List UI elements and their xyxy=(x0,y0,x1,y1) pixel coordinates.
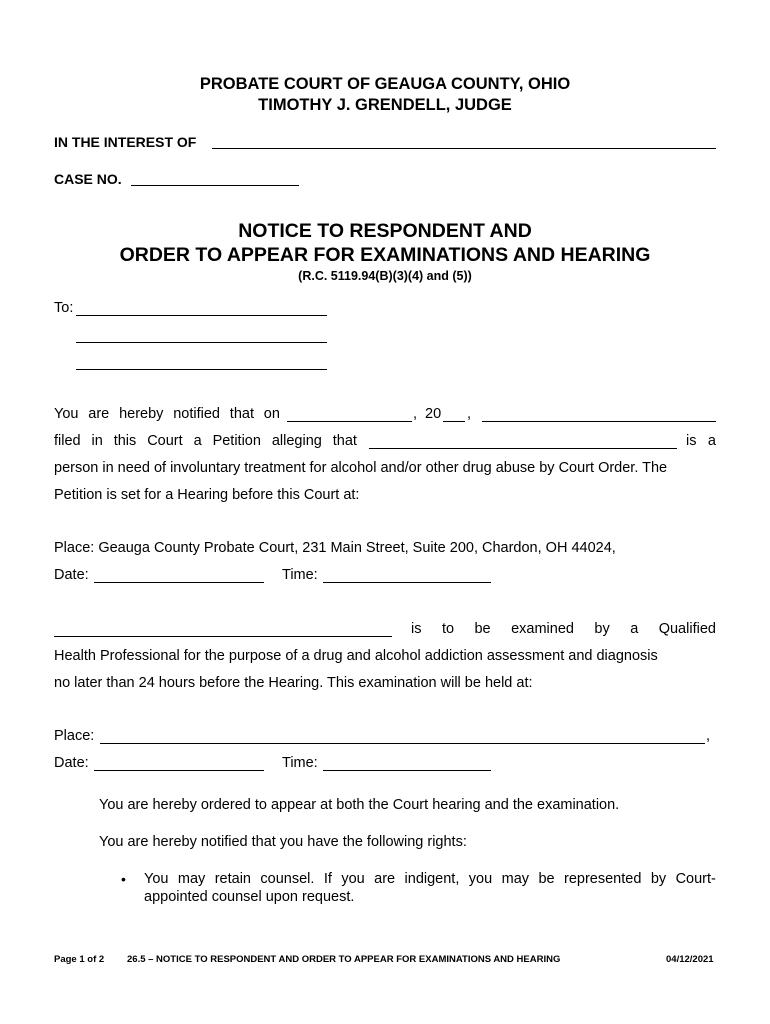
notice-word: You xyxy=(54,406,79,422)
hearing-date-label: Date: xyxy=(54,567,89,583)
exam-word: a xyxy=(630,621,639,637)
notice-word: that xyxy=(229,406,254,422)
right-word: Court- xyxy=(675,871,716,887)
exam-word: Qualified xyxy=(658,621,716,637)
court-name: PROBATE COURT OF GEAUGA COUNTY, OHIO xyxy=(199,75,571,93)
exam-time-label: Time: xyxy=(282,755,318,771)
respondent-address-field-2[interactable] xyxy=(76,369,327,370)
respondent-name-field[interactable] xyxy=(76,315,327,316)
respondent-alleged-field[interactable] xyxy=(369,448,677,449)
exam-word: to xyxy=(441,621,455,637)
hearing-place: Place: Geauga County Probate Court, 231 Main Street, Suite 200, Chardon, OH 44024, xyxy=(54,540,616,556)
filing-year-comma: , xyxy=(467,406,472,422)
exam-word: by xyxy=(594,621,610,637)
notice-word: a xyxy=(707,433,716,449)
notice-word: filed xyxy=(54,433,81,449)
petitioner-name-field[interactable] xyxy=(482,421,716,422)
order-text: You are hereby ordered to appear at both the Court hearing and the examination. xyxy=(99,797,620,813)
right-word: indigent, xyxy=(404,871,460,887)
hearing-date-field[interactable] xyxy=(94,582,264,583)
case-number-field[interactable] xyxy=(131,185,299,186)
hearing-time-field[interactable] xyxy=(323,582,491,583)
hearing-time-label: Time: xyxy=(282,567,318,583)
notice-word: that xyxy=(332,433,357,449)
interest-name-field[interactable] xyxy=(212,148,716,149)
right-1-line1 xyxy=(144,871,716,887)
exam-line2: Health Professional for the purpose of a drug and alcohol addiction assessment and diagnosis xyxy=(54,648,658,664)
filing-date-comma: , xyxy=(413,406,418,422)
notice-line4: Petition is set for a Hearing before this Court at: xyxy=(54,487,360,503)
notice-word: in xyxy=(91,433,103,449)
case-label: CASE NO. xyxy=(54,171,122,187)
right-word: counsel. xyxy=(260,871,315,887)
notice-word: Court xyxy=(147,433,183,449)
exam-place-comma: , xyxy=(706,728,711,744)
right-word: may xyxy=(177,871,206,887)
filing-year-prefix: 20 xyxy=(425,406,442,422)
right-word: represented xyxy=(564,871,642,887)
exam-word: is xyxy=(411,621,422,637)
statute-reference: (R.C. 5119.94(B)(3)(4) and (5)) xyxy=(298,269,472,283)
exam-place-field[interactable] xyxy=(100,743,705,744)
exam-time-field[interactable] xyxy=(323,770,491,771)
notice-word: Petition xyxy=(212,433,261,449)
notice-word: is xyxy=(686,433,697,449)
right-word: are xyxy=(374,871,396,887)
right-word: You xyxy=(144,871,169,887)
filing-date-field[interactable] xyxy=(287,421,412,422)
right-1-line2: appointed counsel upon request. xyxy=(144,889,355,905)
notice-word: this xyxy=(113,433,137,449)
filing-year-field[interactable] xyxy=(443,421,465,422)
to-label: To: xyxy=(54,300,74,316)
footer-form-title: 26.5 – NOTICE TO RESPONDENT AND ORDER TO APPEAR FOR EXAMINATIONS AND HEARING xyxy=(127,954,561,965)
notice-word: hereby xyxy=(119,406,164,422)
exam-place-label: Place: xyxy=(54,728,95,744)
notice-word: on xyxy=(263,406,280,422)
right-word: may xyxy=(501,871,530,887)
interest-label: IN THE INTEREST OF xyxy=(54,134,197,150)
rights-intro: You are hereby notified that you have the following rights: xyxy=(99,834,467,850)
exam-word: examined xyxy=(511,621,574,637)
notice-words-line2-left xyxy=(54,433,357,449)
right-word: by xyxy=(650,871,667,887)
judge-name: TIMOTHY J. GRENDELL, JUDGE xyxy=(258,96,512,114)
right-word: retain xyxy=(214,871,251,887)
exam-line3: no later than 24 hours before the Hearing. This examination will be held at: xyxy=(54,675,533,691)
notice-word: a xyxy=(193,433,202,449)
exam-word: be xyxy=(474,621,491,637)
notice-words-line2-right xyxy=(686,433,716,449)
examinee-name-field[interactable] xyxy=(54,636,392,637)
respondent-address-field-1[interactable] xyxy=(76,342,327,343)
notice-title-line1: NOTICE TO RESPONDENT AND xyxy=(238,220,532,242)
footer-date: 04/12/2021 xyxy=(666,954,714,965)
exam-date-field[interactable] xyxy=(94,770,264,771)
exam-date-label: Date: xyxy=(54,755,89,771)
right-word: be xyxy=(538,871,555,887)
notice-word: alleging xyxy=(271,433,322,449)
notice-words-line1 xyxy=(54,406,280,422)
notice-word: notified xyxy=(173,406,220,422)
right-word: you xyxy=(468,871,493,887)
bullet-icon: • xyxy=(121,871,126,887)
exam-words-line1 xyxy=(411,621,716,637)
right-word: If xyxy=(323,871,332,887)
notice-line3: person in need of involuntary treatment for alcohol and/or other drug abuse by Court Order. The xyxy=(54,460,668,476)
footer-page-number: Page 1 of 2 xyxy=(54,954,105,965)
notice-title-line2: ORDER TO APPEAR FOR EXAMINATIONS AND HEARING xyxy=(119,244,651,266)
notice-word: are xyxy=(88,406,110,422)
right-word: you xyxy=(341,871,365,887)
